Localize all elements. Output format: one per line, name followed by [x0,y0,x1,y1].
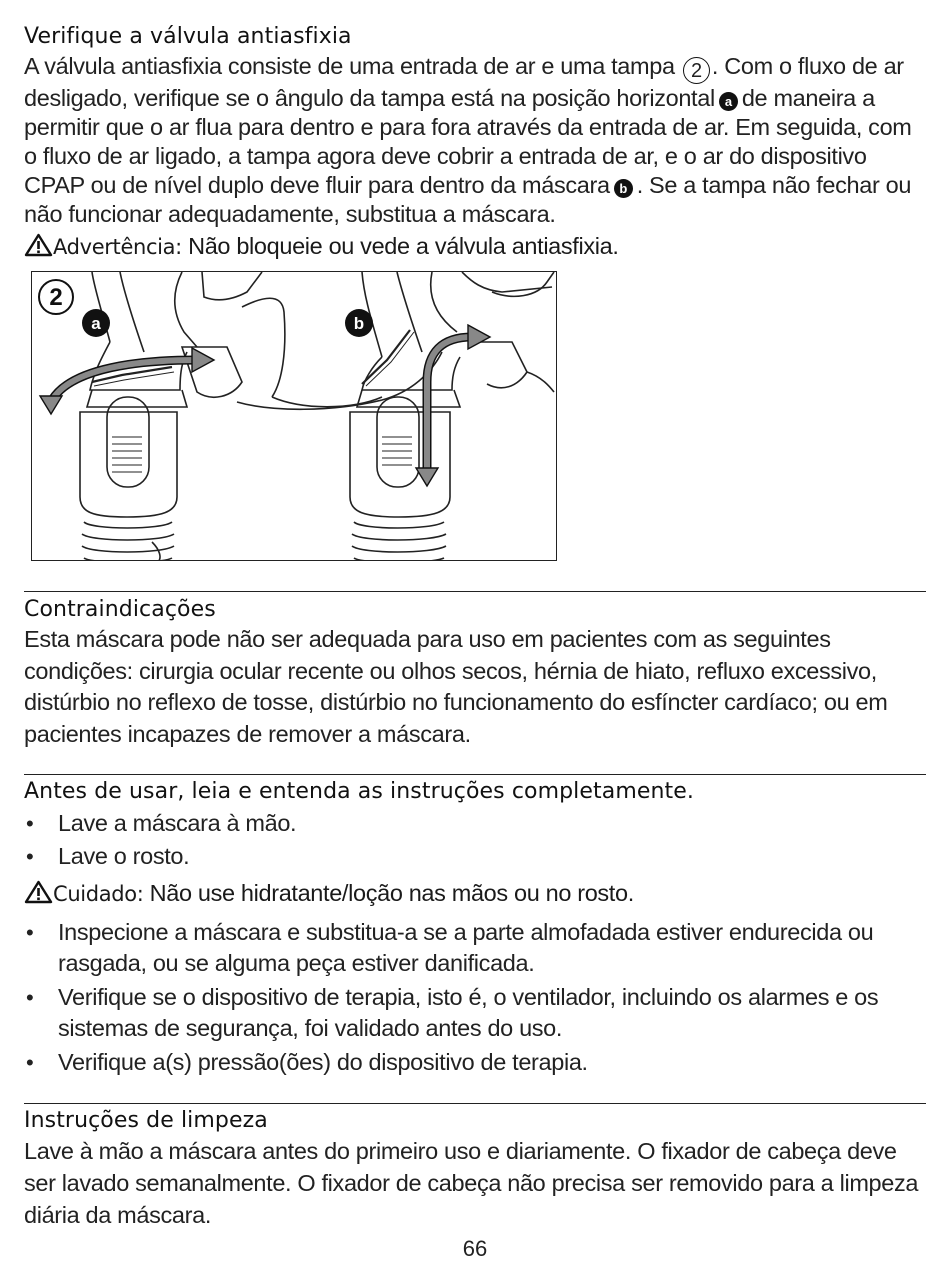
caution-line [24,878,926,909]
valve-paragraph [24,52,926,229]
list-item: • Inspecione a máscara e substitua-a se a parte almofadada estiver endurecida ou rasgada, ou se alguma peça estiver danificada. [24,917,926,979]
page-number: 66 [462,1236,488,1261]
before-use-list-2 [24,917,926,1078]
cleaning-heading: Instruções de limpeza [24,1108,268,1133]
figure-label-b: b [353,314,365,333]
figure-number: 2 [49,284,63,311]
divider-2 [24,774,926,775]
list-item: • Verifique a(s) pressão(ões) do dispositivo de terapia. [24,1047,926,1078]
cleaning-text: Lave à mão a máscara antes do primeiro uso e diariamente. O fixador de cabeça deve ser lavado semanalmente. O fixador de cabeça não precisa ser removido para a limpeza diária da máscara. [24,1138,919,1228]
contraindications-text: Esta máscara pode não ser adequada para uso em pacientes com as seguintes condições: cirurgia ocular recente ou olhos secos, hérnia de hiato, refluxo excessivo, distúrbio no reflexo de tosse, distúrbio no funcionamento do esfíncter cardíaco; ou em pacientes incapazes de remover a máscara. [24,626,888,747]
valve-illustration [32,272,557,561]
list-item: • Verifique se o dispositivo de terapia, isto é, o ventilador, incluindo os alarmes e os sistemas de segurança, foi validado antes do uso. [24,982,926,1044]
figure-ref-marker: 2 [683,57,710,84]
warning-label: Advertência: [53,235,182,259]
before-use-section [24,779,926,1078]
before-use-list-1 [24,807,926,873]
marker-a-badge: a [719,92,738,111]
warning-line [24,231,926,262]
warning-triangle-icon [24,233,53,257]
valve-figure [31,271,557,561]
valve-text-4: . Se a tampa não fechar ou não funcionar adequadamente, substitua a máscara. [24,172,912,227]
marker-b-badge: b [614,179,633,198]
valve-text-2: . Com o fluxo de ar desligado, verifique se o ângulo da tampa está na posição horizontal [24,53,904,111]
divider-1 [24,591,926,592]
contraindications-section [24,597,926,750]
contraindications-heading: Contraindicações [24,597,216,622]
cleaning-section [24,1108,926,1231]
before-use-heading: Antes de usar, leia e entenda as instruções completamente. [24,779,694,804]
valve-text-1: A válvula antiasfixia consiste de uma entrada de ar e uma tampa [24,53,675,79]
list-item: • Lave o rosto. [24,840,926,873]
figure-label-a: a [91,314,101,333]
list-item: • Lave a máscara à mão. [24,807,926,840]
caution-label: Cuidado: [53,882,144,906]
warning-text: Não bloqueie ou vede a válvula antiasfixia. [181,233,619,259]
valve-heading: Verifique a válvula antiasfixia [24,24,352,49]
divider-3 [24,1103,926,1104]
valve-text-3: de maneira a permitir que o ar flua para dentro e para fora através da entrada de ar. Em seguida, com o fluxo de ar ligado, a tampa agora deve cobrir a entrada de ar, e o ar do dispositivo CPAP ou de nível duplo deve fluir para dentro da máscara [24,85,912,198]
valve-section [24,24,926,262]
caution-triangle-icon [24,880,53,904]
caution-text: Não use hidratante/loção nas mãos ou no rosto. [143,880,634,906]
